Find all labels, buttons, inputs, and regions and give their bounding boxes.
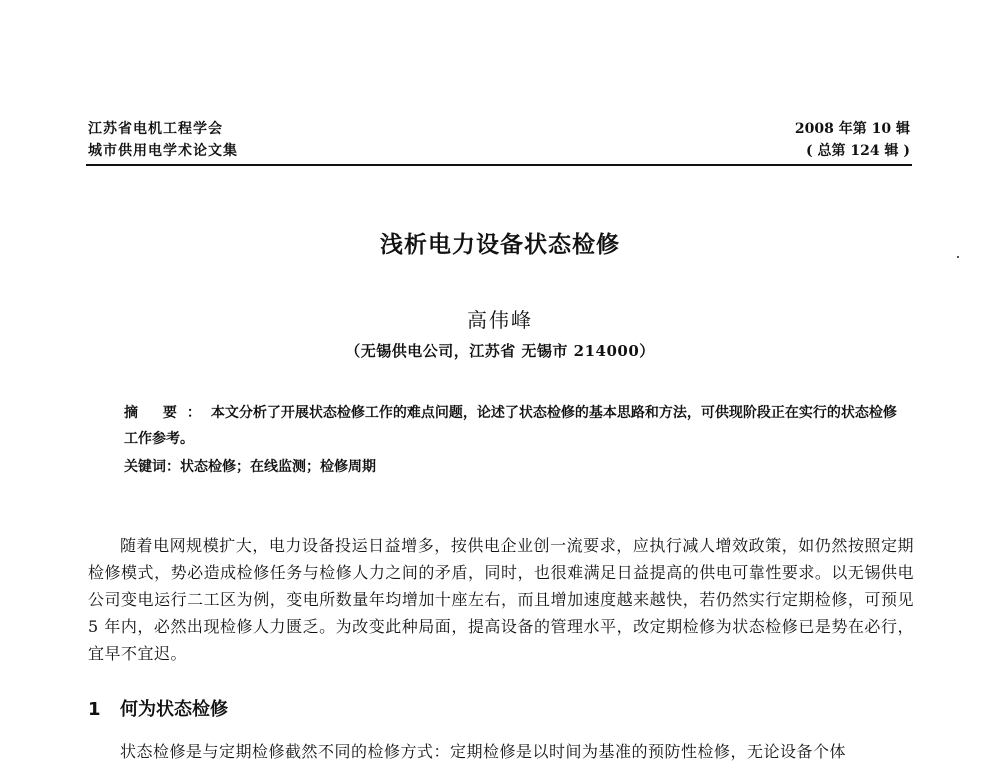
scan-speck bbox=[957, 256, 959, 258]
author-affiliation: （无锡供电公司，江苏省 无锡市 214000） bbox=[345, 342, 655, 360]
journal-header-left bbox=[88, 118, 238, 162]
keywords-label: 关键词： bbox=[124, 459, 180, 475]
collection-name: 城市供用电学术论文集 bbox=[88, 143, 238, 159]
intro-paragraph: 随着电网规模扩大，电力设备投运日益增多，按供电企业创一流要求，应执行减人增效政策，如仍然按照定期检修模式，势必造成检修任务与检修人力之间的矛盾，同时，也很难满足日益提高的供电可靠性要求。以无锡供电公司变电运行二工区为例，变电所数量年均增加十座左右，而且增加速度越来越快，若仍然实行定期检修，可预见 5 年内，必然出现检修人力匮乏。为改变此种局面，提高设备的管理水平，改定期检修为状态检修已是势在必行，宜早不宜迟。 bbox=[88, 536, 914, 663]
keywords-text: 状态检修；在线监测；检修周期 bbox=[180, 459, 376, 475]
keywords-block bbox=[124, 456, 376, 476]
abstract-text: 本文分析了开展状态检修工作的难点问题，论述了状态检修的基本思路和方法，可供现阶段正在实行的状态检修工作参考。 bbox=[124, 405, 897, 447]
society-name: 江苏省电机工程学会 bbox=[88, 121, 223, 137]
issue-number: 2008 年第 10 辑 bbox=[794, 121, 910, 137]
abstract-label: 摘 要： bbox=[124, 405, 211, 421]
header-divider bbox=[86, 164, 912, 166]
paper-title: 浅析电力设备状态检修 bbox=[380, 232, 620, 258]
abstract-block bbox=[124, 400, 904, 452]
total-issue-number: ( 总第 124 辑 ) bbox=[806, 143, 910, 159]
section-paragraph: 状态检修是与定期检修截然不同的检修方式：定期检修是以时间为基准的预防性检修，无论设备个体 bbox=[120, 742, 847, 761]
author-name: 高伟峰 bbox=[467, 308, 533, 332]
section-title: 何为状态检修 bbox=[120, 699, 228, 720]
section-number: 1 bbox=[88, 699, 101, 720]
section-heading bbox=[88, 695, 228, 721]
journal-header-right bbox=[795, 118, 910, 162]
